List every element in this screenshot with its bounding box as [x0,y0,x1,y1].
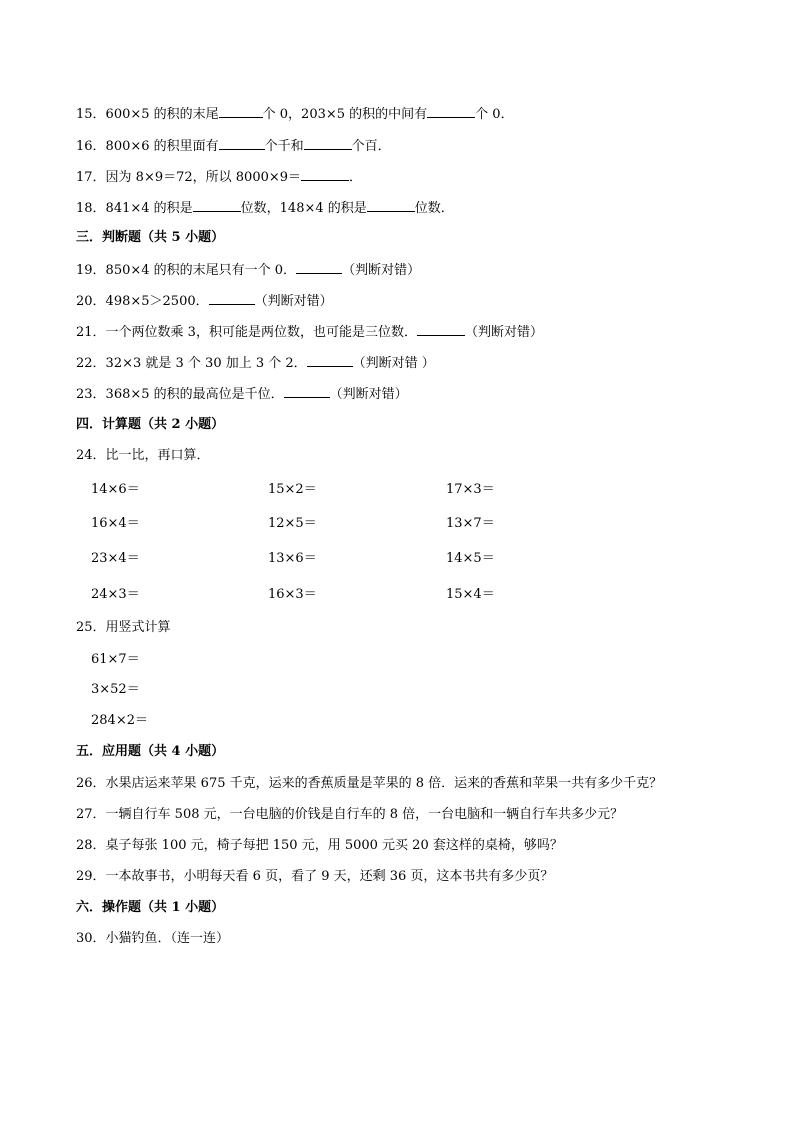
answer-blank[interactable] [209,292,255,305]
calc-item: 17×3＝ [446,482,495,497]
answer-blank[interactable] [367,199,415,212]
answer-blank[interactable] [304,137,352,150]
calc-item: 15×2＝ [268,482,317,497]
question-25-label: 25．用竖式计算 [76,620,171,635]
calc-item: 12×5＝ [268,516,317,531]
answer-blank[interactable] [284,385,330,398]
question-29: 29．一本故事书，小明每天看 6 页，看了 9 天，还剩 36 页，这本书共有多少页？ [76,869,554,884]
question-18: 18．841×4 的积是 位数，148×4 的积是 位数． [76,201,454,216]
answer-blank[interactable] [219,105,263,118]
question-16: 16．800×6 的积里面有 个千和 个百． [76,139,391,154]
answer-blank[interactable] [427,105,475,118]
answer-blank[interactable] [417,323,465,336]
answer-blank[interactable] [219,137,265,150]
question-30: 30．小猫钓鱼．（连一连） [76,931,230,946]
answer-blank[interactable] [307,354,353,367]
section-title-application: 五．应用题（共 4 小题） [76,744,225,759]
section-title-calc: 四．计算题（共 2 小题） [76,417,225,432]
calc-item: 23×4＝ [91,551,140,566]
question-27: 27．一辆自行车 508 元，一台电脑的价钱是自行车的 8 倍，一台电脑和一辆自行车共多少元？ [76,807,624,822]
calc-item: 16×3＝ [268,587,317,602]
question-26: 26．水果店运来苹果 675 千克，运来的香蕉质量是苹果的 8 倍．运来的香蕉和苹果一共有多少千克？ [76,776,663,791]
calc-item: 13×6＝ [268,551,317,566]
calc-item: 24×3＝ [91,587,140,602]
answer-blank[interactable] [296,261,342,274]
question-28: 28．桌子每张 100 元，椅子每把 150 元，用 5000 元买 20 套这样的桌椅，够吗？ [76,838,563,853]
calc-item: 13×7＝ [446,516,495,531]
question-23: 23．368×5 的积的最高位是千位． （判断对错） [76,387,408,402]
calc-item: 14×5＝ [446,551,495,566]
question-20: 20．498×5＞2500． （判断对错） [76,294,333,309]
section-title-operation: 六．操作题（共 1 小题） [76,900,225,915]
calc-item: 15×4＝ [446,587,495,602]
question-22: 22．32×3 就是 3 个 30 加上 3 个 2． （判断对错 ） [76,356,435,371]
question-15: 15．600×5 的积的末尾 个 0，203×5 的积的中间有 个 0． [76,107,514,122]
question-24-label: 24．比一比，再口算． [76,448,210,463]
calc-item: 14×6＝ [91,482,140,497]
question-17: 17．因为 8×9＝72，所以 8000×9＝ ． [76,170,363,185]
question-19: 19．850×4 的积的末尾只有一个 0． （判断对错） [76,263,421,278]
answer-blank[interactable] [301,168,349,181]
section-title-judge: 三．判断题（共 5 小题） [76,230,225,245]
vertical-calc-item: 284×2＝ [91,713,148,728]
question-21: 21．一个两位数乘 3，积可能是两位数，也可能是三位数． （判断对错） [76,325,543,340]
vertical-calc-item: 61×7＝ [91,652,140,667]
vertical-calc-item: 3×52＝ [91,682,140,697]
answer-blank[interactable] [193,199,241,212]
calc-item: 16×4＝ [91,516,140,531]
